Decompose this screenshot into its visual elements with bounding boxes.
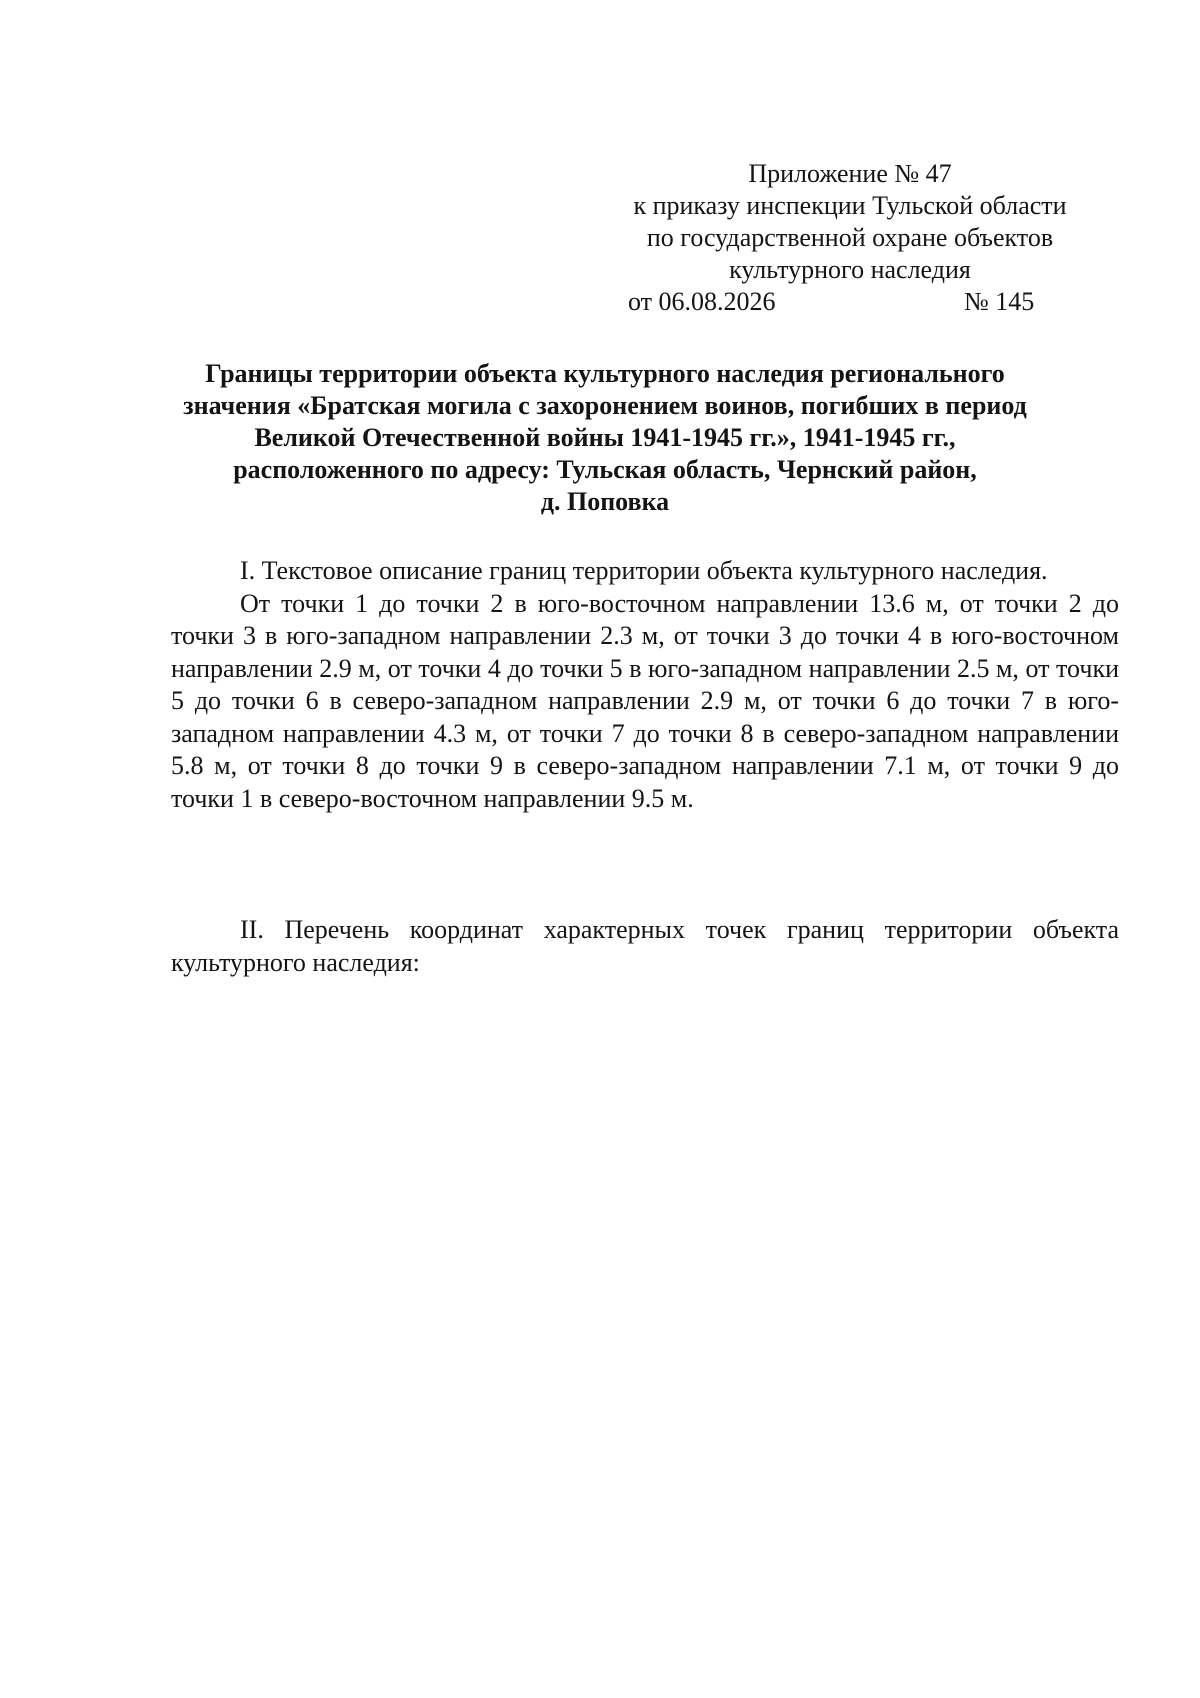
- appendix-number: Приложение № 47: [748, 159, 952, 188]
- section2-heading: II. Перечень координат характерных точек границ территории объекта культурного наследия:: [171, 915, 1119, 977]
- title-line: Великой Отечественной войны 1941-1945 гг.», 1941-1945 гг.,: [254, 423, 956, 452]
- title-line: д. Поповка: [540, 487, 670, 516]
- section1-text: От точки 1 до точки 2 в юго-восточном направлении 13.6 м, от точки 2 до точки 3 в юго-западном направлении 2.3 м, от точки 3 до точки 4 в юго-восточном направлении 2.9 м, от точки 4 до точки 5 в юго-западном направлении 2.5 м, от точки 5 до точки 6 в северо-западном направлении 2.9 м, от точки 6 до точки 7 в юго-западном направлении 4.3 м, от точки 7 до точки 8 в северо-западном направлении 5.8 м, от точки 8 до точки 9 в северо-западном направлении 7.1 м, от точки 9 до точки 1 в северо-восточном направлении 9.5 м.: [171, 588, 1119, 813]
- title-line: расположенного по адресу: Тульская область, Чернский район,: [233, 455, 977, 484]
- title-line: Границы территории объекта культурного наследия регионального: [205, 359, 1005, 388]
- order-number: № 145: [964, 287, 1035, 316]
- section-boundary-description: [171, 555, 1119, 815]
- appendix-order-reference: к приказу инспекции Тульской области: [633, 191, 1067, 220]
- section-coordinates-list: [171, 914, 1119, 979]
- order-date: от 06.08.2026: [628, 287, 776, 316]
- document-title: [160, 358, 1050, 518]
- appendix-order-reference-cont: по государственной охране объектов: [646, 223, 1054, 252]
- appendix-date-line: [600, 286, 1100, 318]
- section1-heading: I. Текстовое описание границ территории объекта культурного наследия.: [240, 556, 1048, 585]
- title-line: значения «Братская могила с захоронением воинов, погибших в период: [183, 391, 1027, 420]
- appendix-header: [600, 158, 1100, 318]
- appendix-order-reference-end: культурного наследия: [729, 255, 971, 284]
